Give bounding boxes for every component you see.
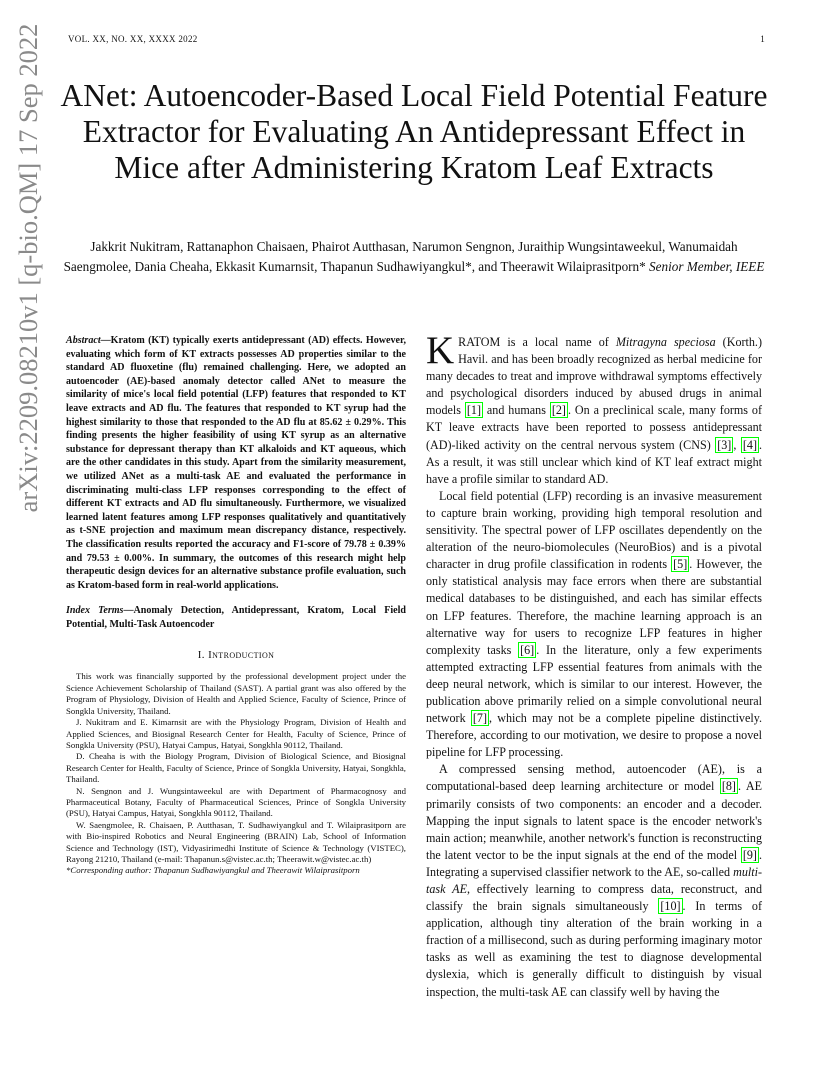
- term-emphasis: multi-task AE: [426, 864, 762, 896]
- abstract-text: —Kratom (KT) typically exerts antidepressant (AD) effects. However, evaluating which form of KT extracts possesses AD properties similar to the standard AD fluoxetine (flu) remained challenging. Here, we adopted an autoencoder (AE)-based anomaly detector called ANet to measure the similarity of mice's local field potential (LFP) features that responded to KT leave extracts and AD flu. The features that responded to KT syrup had the highest similarity to those that responded to the AD flu at 85.62 ± 0.29%. This finding presents the higher feasibility of using KT syrup as an alternative substance for depressant therapy than KT alkaloids and KT aqueous, which are the other candidates in this study. Apart from the similarity measurement, we utilized ANet as a multi-task AE and evaluated the performance in discriminating multi-class LFP responses corresponding to the effect of different KT extracts and AD flu simultaneously. Furthermore, we visualized learned latent features among LFP responses qualitatively and quantitatively as t-SNE projection and maximum mean discrepancy distance, respectively. The classification results reported the accuracy and F1-score of 79.78 ± 0.39% and 79.53 ± 0.00%. In summary, the outcomes of this research might help therapeutic design devices for an alternative substance profile evaluation, such as Kratom-based form in real-world applications.: [66, 335, 406, 591]
- section-heading: [66, 649, 406, 661]
- citation-link[interactable]: [6]: [520, 642, 535, 657]
- citation-link[interactable]: [4]: [742, 437, 757, 452]
- text-run: . As a result, it was still unclear which kind of KT leaf extract might have a profile similar to standard AD.: [426, 437, 763, 486]
- index-terms: [66, 604, 406, 631]
- citation-link[interactable]: [3]: [717, 437, 732, 452]
- footnote-affiliation: W. Saengmolee, R. Chaisaen, P. Autthasan, T. Sudhawiyangkul and T. Wilaiprasitporn are with Bio-inspired Robotics and Neural Engineering (BRAIN) Lab, School of Information Science and Technology (IST), Vidyasirimedhi Institute of Science & Technology (VISTEC), Rayong 21210, Thailand (e-mail: Thapanun.s@vistec.ac.th; Theerawit.w@vistec.ac.th): [66, 819, 406, 864]
- text-run: . In the literature, only a few experiments attempted extracting LFP essential features from animals with the deep neural network, which is similar to our interest. However, the publication above primarily relied on a simple convolutional neural network: [426, 642, 762, 726]
- text-run: , effectively learning to compress data, reconstruct, and classify the brain signals simultaneously: [426, 882, 762, 914]
- text-run: , which may not be a complete pipeline distinctively. Therefore, according to our motivation, we desire to propose a novel pipeline for LFP processing.: [426, 711, 762, 760]
- intro-paragraph: [426, 329, 763, 488]
- author-role: Senior Member, IEEE: [649, 258, 765, 274]
- section-title: Introduction: [208, 649, 275, 662]
- index-terms-text: —Anomaly Detection, Antidepressant, Kratom, Local Field Potential, Multi-Task Autoencoder: [66, 605, 406, 630]
- footnote-corresponding: *Corresponding author: Thapanun Sudhawiyangkul and Theerawit Wilaiprasitporn: [66, 865, 360, 876]
- text-run: (Korth.) Havil. and has been broadly recognized as herbal medicine for many decades to treat and improve withdrawal symptoms effectively and psychological disorders induced by abused drugs in animal models: [426, 335, 762, 418]
- citation-link[interactable]: [1]: [466, 403, 481, 418]
- footnote-affiliation: D. Cheaha is with the Biology Program, Division of Biological Science, and Biosignal Research Center for Health, Faculty of Science, Prince of Songkla University, Hatyai, Songkhla, Thailand.: [66, 751, 406, 785]
- paper-title: ANet: Autoencoder-Based Local Field Potential Feature Extractor for Evaluating An Antidepressant Effect in Mice after Administering Kratom Leaf Extracts: [60, 78, 768, 185]
- journal-header: VOL. XX, NO. XX, XXXX 2022: [68, 34, 198, 44]
- footnote-affiliation: N. Sengnon and J. Wungsintaweekul are with Department of Pharmacognosy and Pharmaceutical Botany, Faculty of Pharmaceutical Sciences, Prince of Songkla University (PSU), Hatyai Campus, Hatyai, Songkhla 90112, Thailand.: [66, 785, 406, 819]
- text-run: . On a preclinical scale, many forms of KT leave extracts have been reported to possess antidepressant (AD)-liked activity on the central nervous system (CNS): [426, 403, 763, 452]
- species-name: Mitragyna speciosa: [615, 335, 716, 349]
- text-run: Local field potential (LFP) recording is an invasive measurement to capture brain working, providing high temporal resolution and sensitivity. The spectral power of LFP oscillates dependently on the alteration of the neuro-biomolecules (NeuroBios) and is a pivotal character in drug profile classification in rodents: [426, 488, 762, 572]
- citation-link[interactable]: [5]: [673, 557, 688, 572]
- right-column: [426, 329, 763, 1001]
- footnote-funding: This work was financially supported by the professional development project under the Science Achievement Scholarship of Thailand (SAST). A partial grant was also offered by the Program of Physiology, Division of Health and Applied Science, Faculty of Science, Prince of Songkla University, Thailand.: [66, 671, 406, 716]
- left-column: [66, 334, 406, 877]
- text-run: A compressed sensing method, autoencoder (AE), is a computational-based deep learning architecture or model: [426, 762, 762, 794]
- citation-link[interactable]: [7]: [472, 711, 487, 726]
- text-run: and humans: [482, 403, 550, 418]
- intro-paragraph: [426, 761, 762, 1000]
- abstract: [66, 334, 406, 592]
- citation-link[interactable]: [8]: [721, 779, 736, 794]
- citation-link[interactable]: [2]: [551, 403, 566, 418]
- citation-link[interactable]: [9]: [742, 847, 757, 862]
- text-run: . In terms of application, although tiny alteration of the brain working in a fraction of a millisecond, such as during performing imaginary motor tasks as well as examining the test to diagnose developmental dyslexia, which is generally difficult to distinguish by visual inspection, the multi-task AE can classify well by having the: [426, 899, 762, 999]
- text-run: . Integrating a supervised classifier network to the AE, so-called: [426, 847, 762, 879]
- intro-paragraph: [426, 488, 762, 762]
- arxiv-stamp[interactable]: arXiv:2209.08210v1 [q-bio.QM] 17 Sep 2022: [13, 23, 43, 513]
- section-number: I.: [197, 649, 205, 662]
- drop-cap: K: [426, 329, 455, 372]
- text-run: RATOM is a local name of: [458, 335, 616, 349]
- abstract-label: Abstract: [66, 335, 101, 346]
- page-number: 1: [760, 34, 765, 44]
- text-run: ,: [733, 437, 741, 452]
- authors-names: Jakkrit Nukitram, Rattanaphon Chaisaen, Phairot Autthasan, Narumon Sengnon, Juraithip Wungsintaweekul, Wanumaidah Saengmolee, Dania Cheaha, Ekkasit Kumarnsit, Thapanun Sudhawiyangkul*, and Theerawit Wilaiprasitporn*: [63, 239, 738, 274]
- index-terms-label: Index Terms: [66, 605, 124, 617]
- text-run: . AE primarily consists of two components: an encoder and a decoder. Mapping the input signals to latent space is the encoder network's main action; meanwhile, another network's function is reconstructing the latent vector to be the input signals at the end of the model: [426, 779, 762, 862]
- text-run: . However, the only statistical analysis may face errors when there are substantial medical databases to be distinguished, and each has similar effects on LFP features. Therefore, the machine learning approach is an alternative way for users to recognize LFP features in higher complexity tasks: [426, 557, 762, 657]
- author-list: [60, 237, 768, 276]
- citation-link[interactable]: [10]: [660, 899, 681, 914]
- footnote-affiliation: J. Nukitram and E. Kimarnsit are with the Physiology Program, Division of Health and Applied Sciences, and Biosignal Research Center for Health, Faculty of Science, Prince of Songkla University (PSU), Hatyai Campus, Hatyai, Songkhla 90112, Thailand.: [66, 717, 406, 750]
